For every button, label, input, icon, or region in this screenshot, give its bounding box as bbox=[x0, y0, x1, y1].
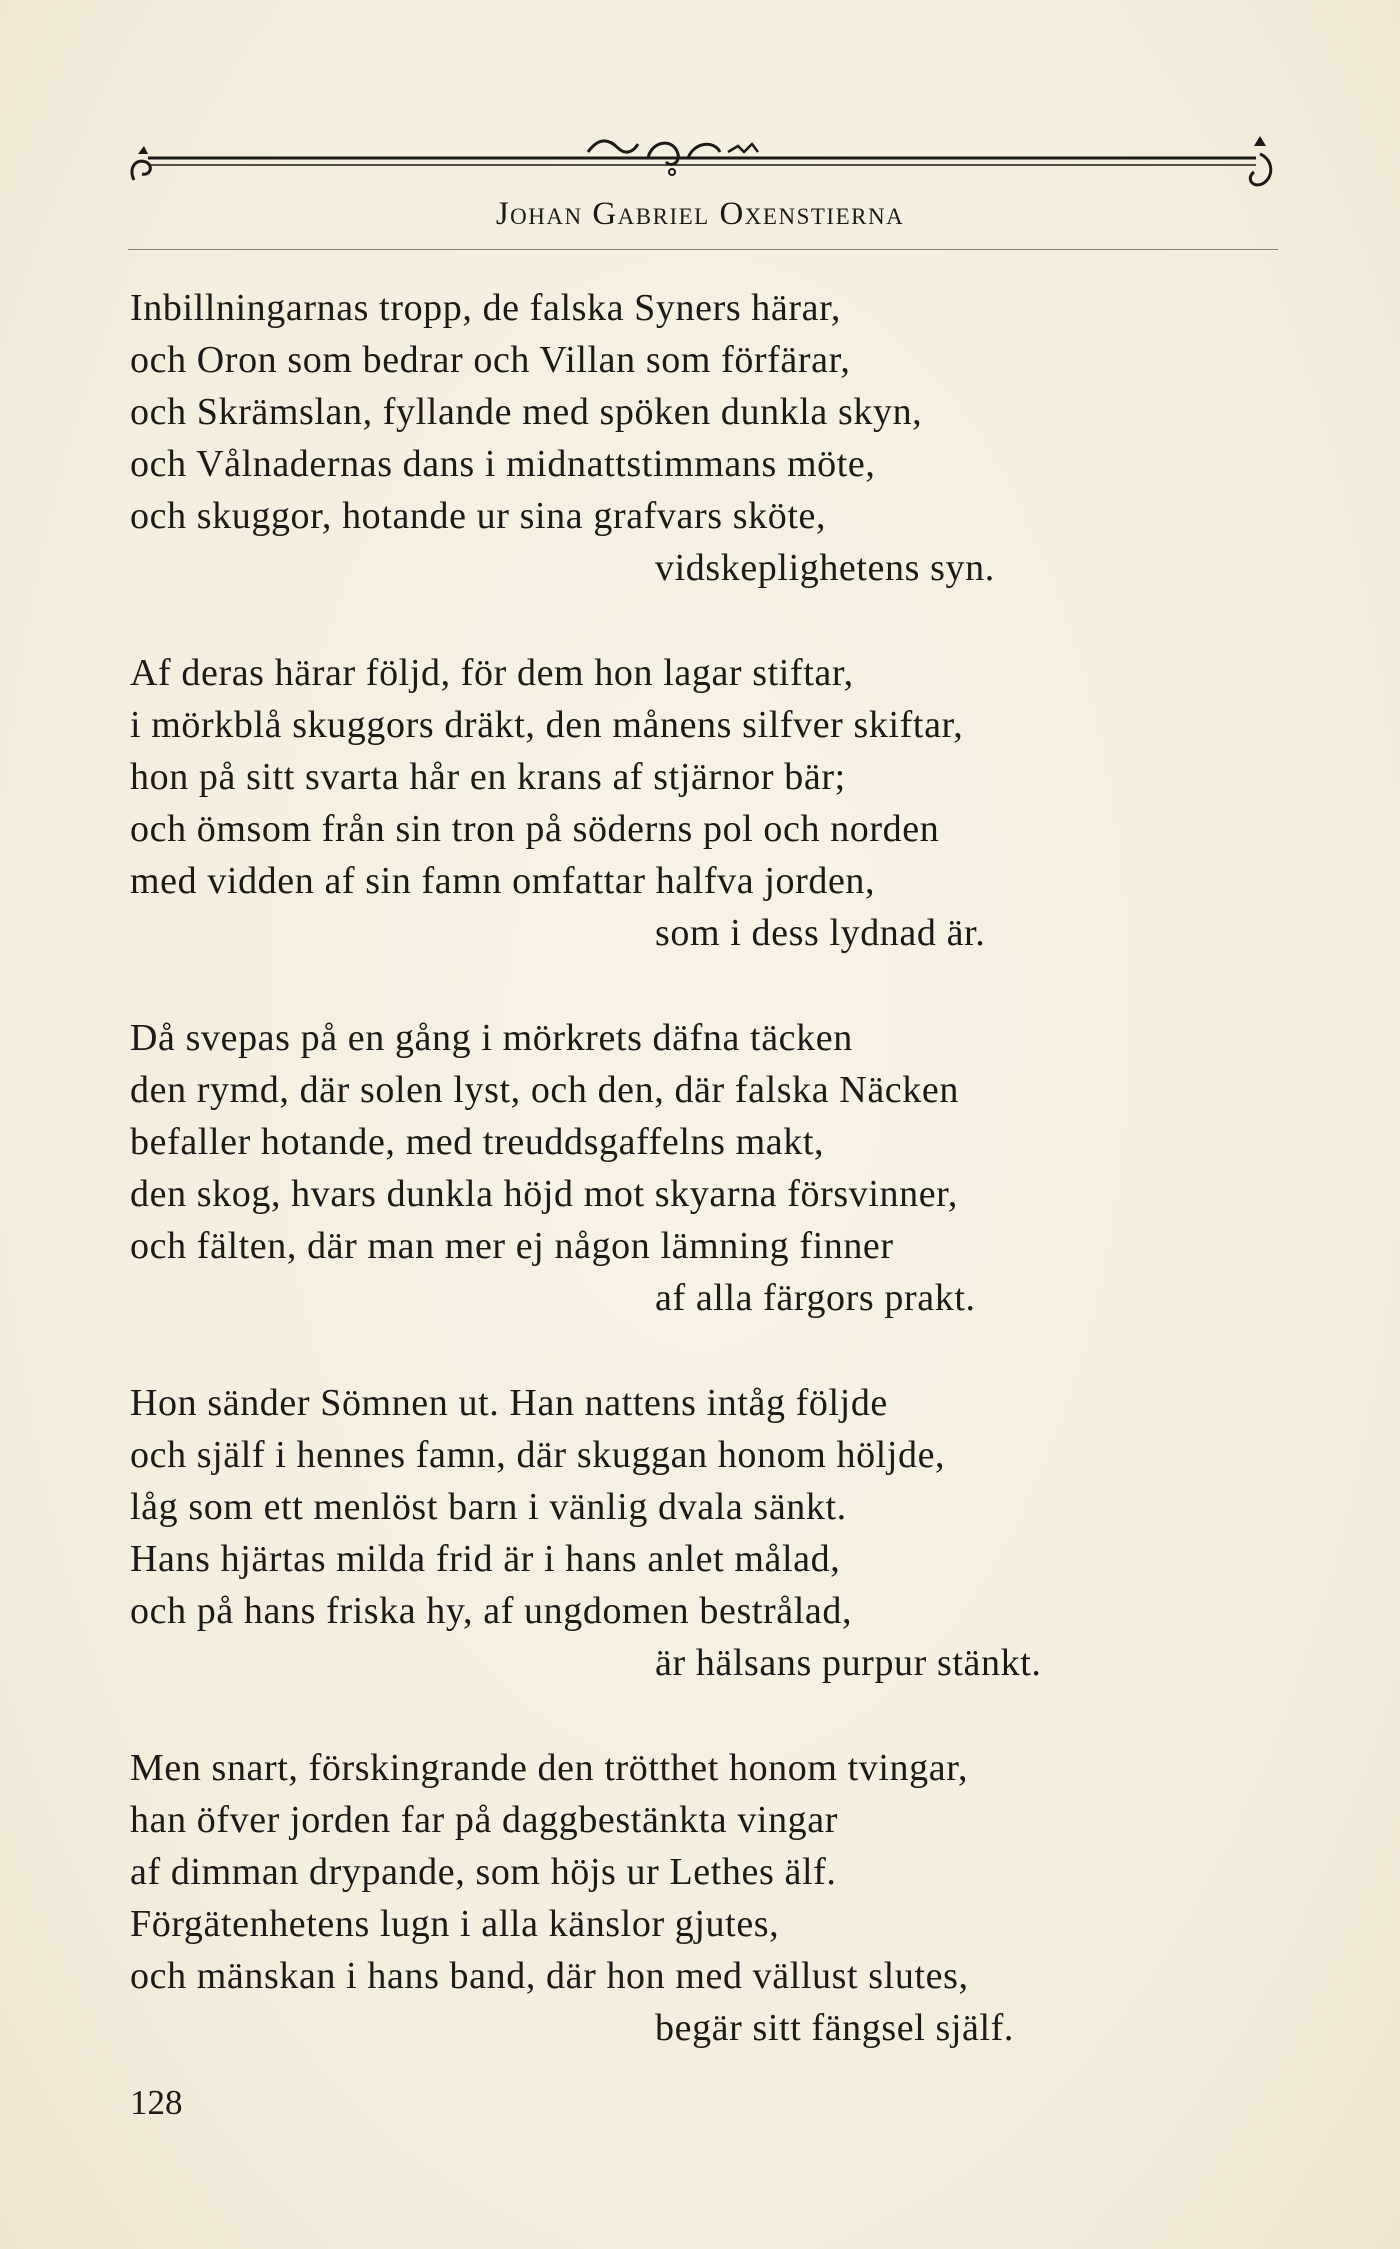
verse-line-indented: som i dess lydnad är. bbox=[655, 912, 986, 954]
verse-line: Men snart, förskingrande den trötthet honom tvingar, bbox=[130, 1747, 969, 1789]
verse-line: Då svepas på en gång i mörkrets däfna täcken bbox=[130, 1017, 853, 1059]
verse-line: Inbillningarnas tropp, de falska Syners härar, bbox=[130, 287, 841, 329]
verse-line-indented: vidskeplighetens syn. bbox=[655, 547, 995, 589]
verse-line: och själf i hennes famn, där skuggan honom höljde, bbox=[130, 1434, 946, 1476]
verse-line-indented: begär sitt fängsel själf. bbox=[655, 2007, 1015, 2049]
verse-line: och ömsom från sin tron på söderns pol och norden bbox=[130, 808, 940, 850]
verse-line-indented: är hälsans purpur stänkt. bbox=[655, 1642, 1042, 1684]
verse-line: af dimman drypande, som höjs ur Lethes älf. bbox=[130, 1851, 837, 1893]
verse-line: och Oron som bedrar och Villan som förfärar, bbox=[130, 339, 851, 381]
verse-line: i mörkblå skuggors dräkt, den månens silfver skiftar, bbox=[130, 704, 964, 746]
verse-line: han öfver jorden far på daggbestänkta vingar bbox=[130, 1799, 839, 1841]
verse-line: och Vålnadernas dans i midnattstimmans möte, bbox=[130, 443, 876, 485]
stanza-5 bbox=[130, 1742, 1270, 2054]
verse-line: med vidden af sin famn omfattar halfva jorden, bbox=[130, 860, 876, 902]
verse-line: den skog, hvars dunkla höjd mot skyarna försvinner, bbox=[130, 1173, 958, 1215]
verse-line: hon på sitt svarta hår en krans af stjärnor bär; bbox=[130, 756, 846, 798]
header-rule bbox=[128, 249, 1278, 250]
verse-line: befaller hotande, med treuddsgaffelns makt, bbox=[130, 1121, 825, 1163]
verse-line: låg som ett menlöst barn i vänlig dvala sänkt. bbox=[130, 1486, 847, 1528]
page-number: 128 bbox=[130, 2083, 183, 2122]
header-ornament bbox=[128, 132, 1278, 202]
verse-line: och på hans friska hy, af ungdomen bestrålad, bbox=[130, 1590, 853, 1632]
verse-line: och fälten, där man mer ej någon lämning finner bbox=[130, 1225, 894, 1267]
verse-line: och mänskan i hans band, där hon med vällust slutes, bbox=[130, 1955, 969, 1997]
verse-line: den rymd, där solen lyst, och den, där falska Näcken bbox=[130, 1069, 959, 1111]
verse-line: Hon sänder Sömnen ut. Han nattens intåg följde bbox=[130, 1382, 888, 1424]
running-head: Johan Gabriel Oxenstierna bbox=[495, 196, 905, 232]
stanza-4 bbox=[130, 1377, 1270, 1689]
verse-line-indented: af alla färgors prakt. bbox=[655, 1277, 976, 1319]
stanza-1 bbox=[130, 282, 1270, 594]
verse-line: och Skrämslan, fyllande med spöken dunkla skyn, bbox=[130, 391, 923, 433]
verse-line: Af deras härar följd, för dem hon lagar stiftar, bbox=[130, 652, 854, 694]
stanza-3 bbox=[130, 1012, 1270, 1324]
stanza-2 bbox=[130, 647, 1270, 959]
verse-line: Förgätenhetens lugn i alla känslor gjutes, bbox=[130, 1903, 780, 1945]
verse-line: Hans hjärtas milda frid är i hans anlet målad, bbox=[130, 1538, 841, 1580]
verse-line: och skuggor, hotande ur sina grafvars sköte, bbox=[130, 495, 827, 537]
